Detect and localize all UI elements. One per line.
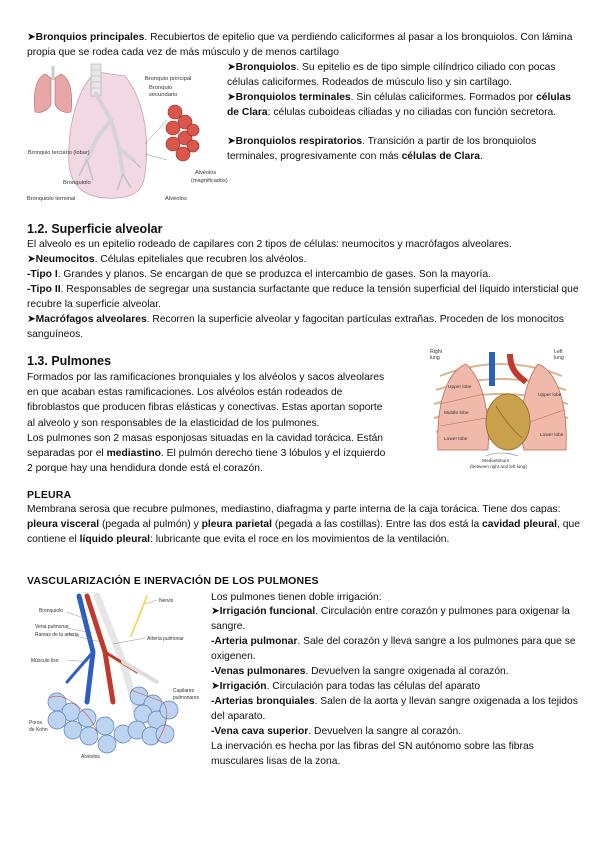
label-arteria: Arteria pulmonar (147, 636, 184, 642)
label-nervio: Nervio (159, 598, 174, 604)
label-terciario: Bronquio terciario (lobar) (28, 150, 90, 156)
label-middle-lobe: Middle lobe (444, 411, 469, 416)
term: -Tipo II (27, 284, 61, 295)
label-secundario2: secundario (149, 92, 178, 98)
section-title-vasc: VASCULARIZACIÓN E INERVACIÓN DE LOS PULMONES (27, 575, 319, 587)
section-title-superficie: 1.2. Superficie alveolar (27, 222, 163, 236)
text: . Transición a partir de los bronquiolos terminales, progresivamente con más (227, 136, 537, 163)
term: Bronquiolos (235, 62, 297, 73)
text: . Devuelven la sangre oxigenada al corazón. (305, 666, 509, 677)
label-poros1: Poros (29, 720, 43, 726)
term: Bronquiolos terminales (235, 92, 351, 103)
label-alveolos: Alvéolos (165, 196, 187, 202)
arrow-icon: ➤ (211, 681, 220, 692)
label-bronquiolo: Bronquiolo (63, 180, 91, 186)
bronquios-principales-paragraph (27, 30, 577, 60)
arterias-bronquiales-paragraph (211, 694, 579, 724)
arrow-icon: ➤ (211, 606, 220, 617)
text: . Recubiertos de epitelio que va perdiendo caliciformes al pasar a los bronquiolos. Con lámina propia que se rodea cada vez de más músculo y de menos cartílago (27, 32, 573, 59)
text: . Recorren la superficie alveolar y fagocitan partículas extrañas. Proceden de los monocitos sanguíneos. (27, 314, 564, 341)
label-alveolos-mag1: Alvéolos (195, 170, 217, 176)
venas-pulmonares-paragraph (211, 664, 579, 679)
vena-cava-paragraph (211, 724, 579, 739)
text: . Células epiteliales que recubren los alvéolos. (94, 254, 307, 265)
pulmones-paragraph-2 (27, 431, 389, 477)
term: Irrigación funcional (219, 606, 316, 617)
arrow-icon: ➤ (227, 92, 236, 103)
term: pleura parietal (201, 519, 272, 531)
term: líquido pleural (79, 534, 151, 546)
bronquiolos-respiratorios-paragraph (227, 134, 579, 164)
term: Bronquiolos respiratorios (235, 136, 363, 147)
text: Membrana serosa que recubre pulmones, mediastino, diafragma y parte interna de la caja torácica. Tiene dos capas: (27, 504, 561, 515)
label-lower-lobe-l: Lower lobe (540, 433, 564, 438)
term: Bronquios principales (35, 32, 145, 43)
superficie-intro: El alveolo es un epitelio rodeado de capilares con 2 tipos de células: neumocitos y macrófagos alveolares. (27, 239, 512, 250)
pleura-paragraph (27, 502, 583, 548)
text: . Grandes y planos. Se encargan de que se produzca el intercambio de gases. Son la mayoría. (57, 269, 492, 280)
chest-illustration (426, 346, 576, 472)
arrow-icon: ➤ (227, 136, 236, 147)
text: . Su epitelio es de tipo simple cilíndrico ciliado con pocas células caliciformes. Rodeados de músculo liso y sin cartílago. (227, 62, 556, 89)
term: -Arterias bronquiales (211, 696, 315, 707)
inervacion-paragraph: La inervación es hecha por las fibras del SN autónomo sobre las fibras musculares lisas de la zona. (211, 741, 534, 768)
label-musculo: Músculo liso (31, 658, 59, 664)
label-poros2: de Kohn (29, 727, 48, 733)
irrigacion-funcional-paragraph (211, 604, 579, 634)
label-bronquiolo: Bronquiolo (39, 608, 63, 614)
text: . El pulmón derecho tiene 3 lóbulos y el izquierdo 2 porque hay una hendidura donde está el corazón. (27, 448, 386, 475)
bronchial-tree-figure (27, 64, 228, 206)
section-title-pleura: PLEURA (27, 489, 72, 501)
label-lower-lobe-r: Lower lobe (444, 437, 468, 442)
text: (pegada al pulmón) y (99, 519, 202, 531)
term: cavidad pleural (482, 519, 558, 531)
term: pleura visceral (27, 519, 100, 531)
term: mediastino (106, 448, 161, 460)
chest-figure (426, 346, 576, 472)
term: células de Clara (227, 92, 571, 119)
pulmones-paragraph-1: Formados por las ramificaciones bronquiales y los alvéolos y sacos alveolares en que acaban estas ramificaciones. Los alvéolos están rodeados de fibroblastos que producen fibras elásticas y conectivas. Estas aportan soporte al alveolo y son responsables de la elasticidad de los pulmones. (27, 372, 385, 429)
term: células de Clara (401, 151, 480, 163)
text: : células cuboideas ciliadas y no ciliadas con función secretora. (267, 107, 557, 119)
label-left2: lung (554, 355, 564, 361)
vascular-figure (27, 592, 207, 762)
text: Los pulmones son 2 masas esponjosas situadas en la cavidad torácica. Están separadas por el (27, 433, 384, 460)
vasc-intro: Los pulmones tienen doble irrigación: (211, 592, 382, 603)
label-terminal: Bronquiolo terminal (27, 196, 76, 202)
label-secundario1: Bronquio (149, 85, 173, 91)
label-vena: Vena pulmonar (35, 624, 69, 630)
label-principal: Bronquio principal (145, 76, 192, 82)
text: . Devuelven la sangre al corazón. (308, 726, 462, 737)
bronquiolos-paragraph (227, 60, 579, 90)
text: . Sale del corazón y lleva sangre a los pulmones para que se oxigenen. (211, 636, 576, 663)
arrow-icon: ➤ (27, 254, 36, 265)
tipo1-paragraph (27, 267, 587, 282)
label-capilares1: Capilares (173, 688, 195, 694)
text: . Sin células caliciformes. Formados por (350, 92, 537, 103)
term: -Vena cava superior (211, 726, 309, 737)
term: -Venas pulmonares (211, 666, 306, 677)
text: (pegada a las costillas). Entre las dos está la (271, 519, 483, 531)
term: Macrófagos alveolares (35, 314, 147, 325)
irrigacion-paragraph (211, 679, 579, 694)
term: -Tipo I (27, 269, 58, 280)
term: Irrigación (219, 681, 267, 692)
label-upper-lobe-l: Upper lobe (538, 393, 562, 398)
arteria-pulmonar-paragraph (211, 634, 579, 664)
text: . (479, 151, 483, 163)
bronquiolos-terminales-paragraph (227, 90, 579, 120)
label-ramas: Ramas de la arteria (35, 632, 79, 638)
text: : lubricante que evita el roce en los movimientos de la ventilación. (150, 534, 450, 546)
text: , que contiene el (27, 519, 580, 546)
label-capilares2: pulmonares (173, 695, 200, 701)
arrow-icon: ➤ (27, 314, 36, 325)
text: . Salen de la aorta y llevan sangre oxigenada a los tejidos del aparato. (211, 696, 578, 723)
text: . Circulación para todas las células del aparato (266, 681, 481, 692)
arrow-icon: ➤ (227, 62, 236, 73)
text: . Circulación entre corazón y pulmones para oxigenar la sangre. (211, 606, 570, 633)
label-right: Right (430, 349, 443, 355)
section-title-pulmones: 1.3. Pulmones (27, 354, 112, 368)
label-upper-lobe-r: Upper lobe (448, 385, 472, 390)
text: . Responsables de segregar una sustancia surfactante que reduce la tensión superficial del líquido intersticial que recubre la superficie alveolar. (27, 284, 579, 311)
label-caption1: Mediastinum (482, 459, 510, 464)
label-caption2: (between right and left lung) (470, 464, 527, 469)
term: Neumocitos (35, 254, 95, 265)
arrow-icon: ➤ (27, 32, 36, 43)
label-right2: lung (430, 355, 440, 361)
vascular-illustration (27, 592, 207, 762)
tipo2-paragraph (27, 282, 587, 312)
macrofagos-paragraph (27, 312, 587, 342)
label-alveolos-mag2: (magnificados) (191, 178, 228, 184)
label-alveolos: Alvéolos (81, 754, 100, 760)
neumocitos-paragraph (27, 252, 587, 267)
label-left: Left (554, 349, 563, 355)
bronchial-tree-illustration (27, 64, 228, 206)
term: -Arteria pulmonar (211, 636, 298, 647)
